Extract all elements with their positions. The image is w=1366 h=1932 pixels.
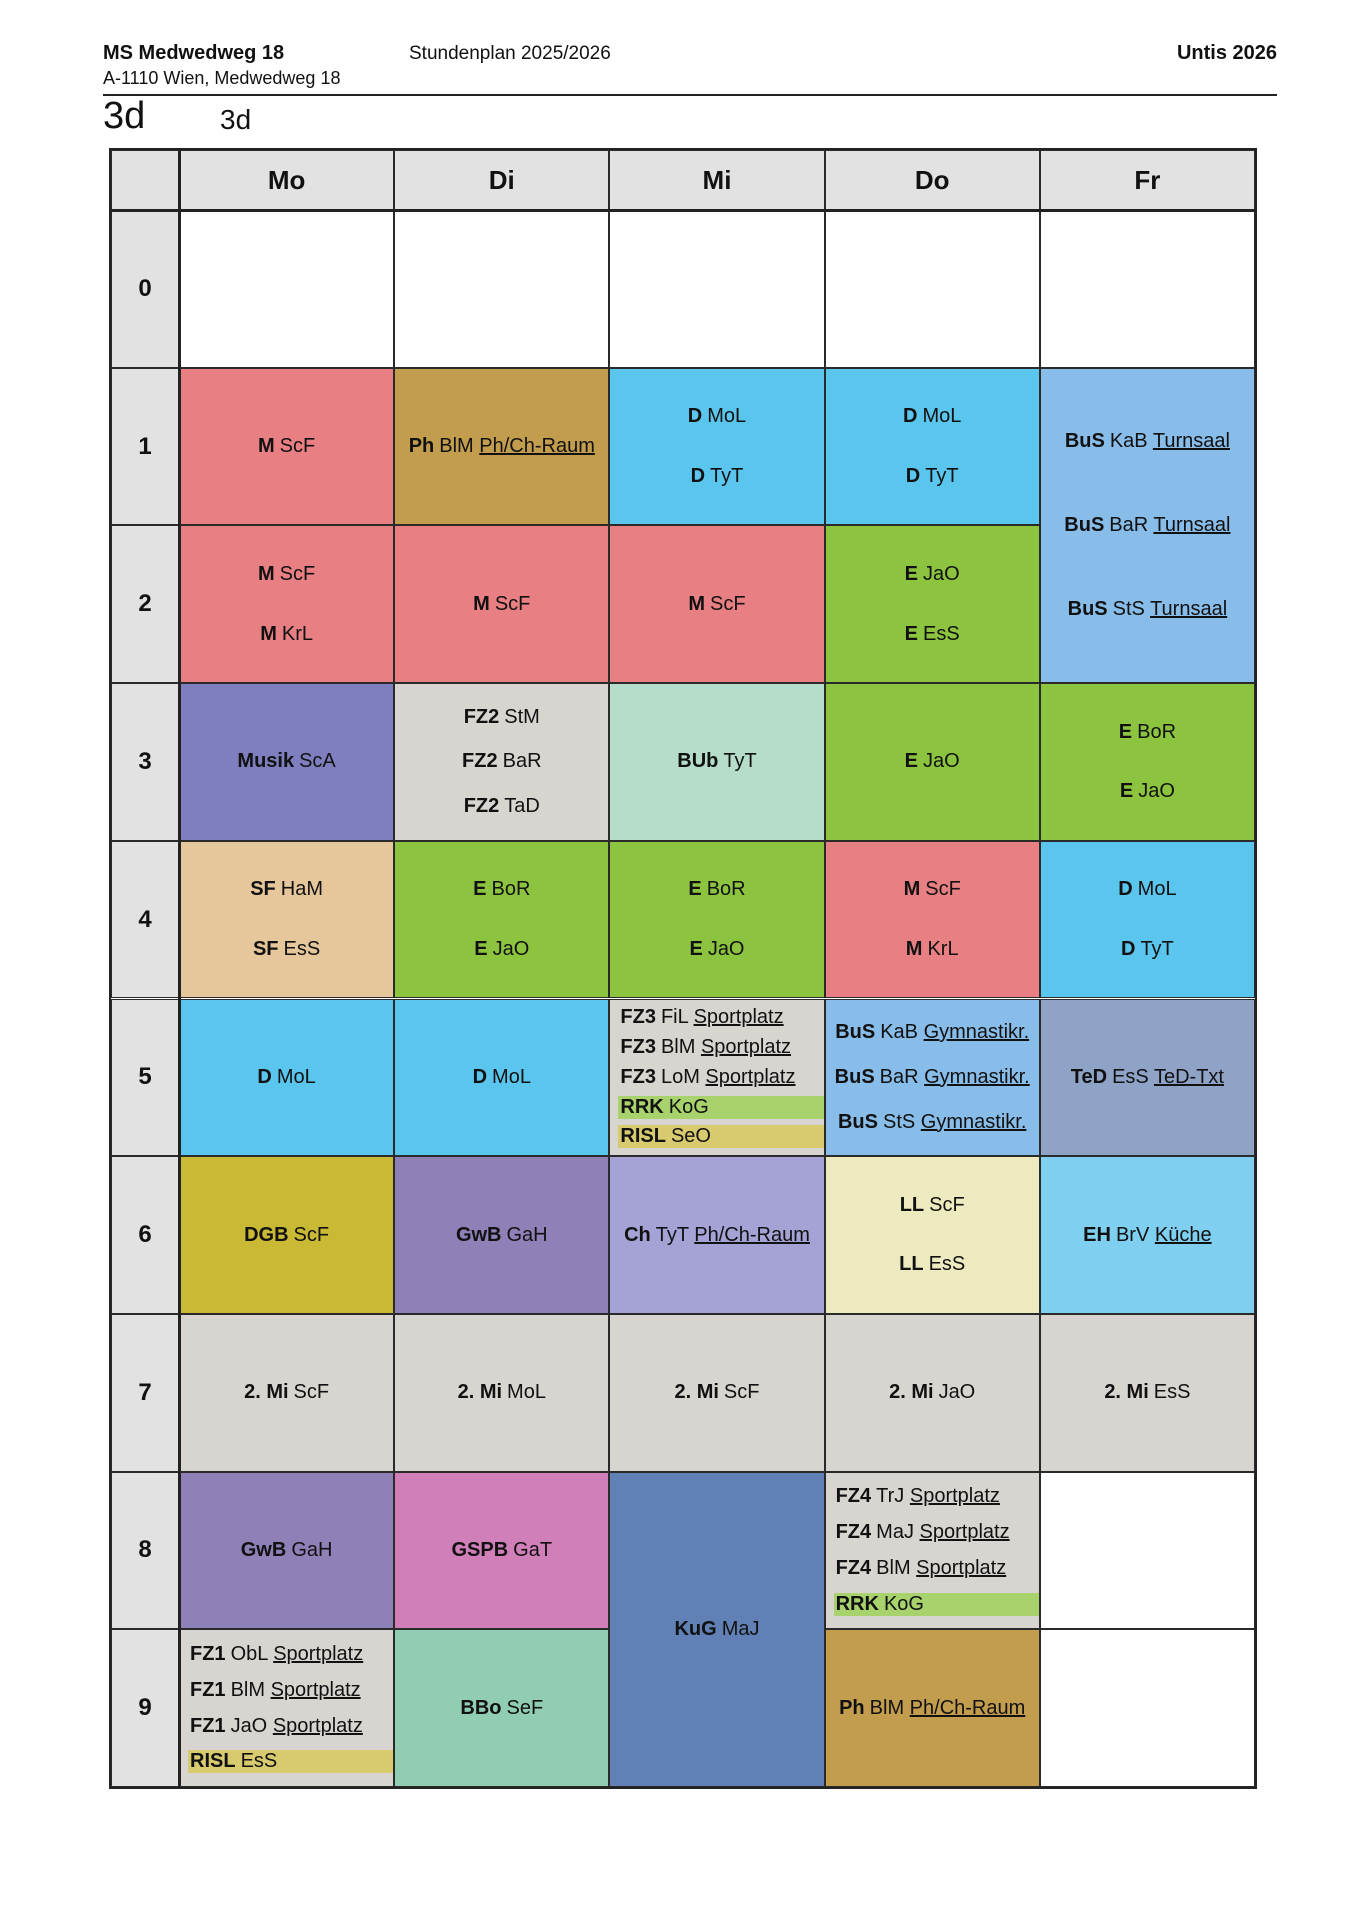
subject-code: D — [1118, 878, 1133, 901]
subject-code: 2. Mi — [1104, 1381, 1149, 1404]
room-link[interactable]: Sportplatz — [700, 1036, 792, 1059]
subject-code: E — [473, 878, 487, 901]
period-label: 4 — [111, 841, 179, 999]
lesson-cell[interactable] — [179, 1629, 394, 1787]
subject-code: TeD — [1070, 1065, 1108, 1088]
subject-code: M — [903, 878, 921, 901]
teacher-code: BaR — [879, 1065, 919, 1088]
room-link[interactable]: Ph/Ch-Raum — [694, 1223, 810, 1246]
room-link[interactable]: Gymnastikr. — [924, 1065, 1030, 1088]
subject-code: E — [688, 878, 702, 901]
lesson-line — [460, 750, 543, 773]
lesson-line — [1062, 514, 1232, 537]
lesson-cell[interactable] — [179, 1472, 394, 1630]
school-name: MS Medwedweg 18 — [103, 42, 285, 64]
subject-code: 2. Mi — [457, 1381, 503, 1404]
teacher-code: MoL — [1137, 878, 1177, 901]
lesson-line — [242, 1381, 331, 1404]
lesson-line — [255, 1066, 317, 1089]
lesson-line — [834, 1557, 1009, 1580]
room-link[interactable]: Sportplatz — [693, 1006, 784, 1029]
lesson-cell[interactable] — [609, 368, 824, 526]
timetable-grid — [109, 148, 1257, 1789]
lesson-line — [1069, 1066, 1226, 1089]
lesson-line — [454, 1224, 550, 1247]
lesson-cell[interactable] — [825, 841, 1040, 999]
teacher-code: EsS — [240, 1750, 278, 1773]
lesson-line — [901, 405, 963, 428]
lesson-cell[interactable] — [394, 1472, 609, 1630]
period-label: 3 — [111, 683, 179, 841]
lesson-line — [1119, 938, 1176, 961]
empty-slot — [179, 210, 394, 368]
lesson-line — [833, 1066, 1032, 1089]
class-name-small: 3d — [220, 104, 252, 135]
lesson-line — [686, 593, 747, 616]
lesson-line — [618, 1096, 824, 1119]
teacher-code: SeF — [506, 1696, 544, 1719]
lesson-cell[interactable] — [825, 1156, 1040, 1314]
teacher-code: JaO — [707, 937, 745, 960]
teacher-code: JaO — [1138, 780, 1175, 803]
lesson-line — [834, 1521, 1012, 1544]
lesson-cell[interactable] — [609, 999, 824, 1157]
class-name-large: 3d — [103, 95, 146, 137]
subject-code: DGB — [244, 1223, 289, 1246]
teacher-code: KrL — [927, 937, 959, 960]
subject-code: FZ4 — [835, 1556, 872, 1579]
subject-code: SF — [252, 937, 279, 960]
lesson-line — [462, 706, 542, 729]
lesson-line — [618, 1036, 793, 1059]
teacher-code: TyT — [710, 464, 744, 487]
lesson-line — [256, 435, 317, 458]
subject-code: BuS — [837, 1110, 878, 1133]
subject-code: LL — [899, 1193, 925, 1216]
teacher-code: EsS — [283, 937, 321, 960]
subject-code: M — [260, 622, 277, 645]
lesson-line — [188, 1679, 363, 1702]
teacher-code: MoL — [922, 405, 962, 428]
subject-code: E — [904, 622, 919, 645]
lesson-cell[interactable] — [394, 368, 609, 526]
lesson-cell[interactable] — [179, 368, 394, 526]
lesson-cell[interactable] — [179, 525, 394, 683]
period-label: 5 — [111, 999, 179, 1157]
period-label: 0 — [111, 210, 179, 368]
room-link[interactable]: Turnsaal — [1152, 429, 1230, 452]
period-label: 9 — [111, 1629, 179, 1787]
day-header: Mi — [609, 150, 824, 210]
school-address: A-1110 Wien, Medwedweg 18 — [103, 68, 341, 88]
lesson-line — [834, 1593, 1040, 1616]
empty-slot — [1040, 210, 1255, 368]
teacher-code: BaR — [1109, 513, 1149, 536]
subject-code: BuS — [1067, 597, 1108, 620]
teacher-code: ScF — [279, 435, 316, 458]
empty-slot — [394, 210, 609, 368]
lesson-line — [618, 1066, 797, 1089]
teacher-code: JaO — [492, 937, 530, 960]
subject-code: FZ2 — [463, 795, 500, 818]
lesson-line — [904, 465, 961, 488]
lesson-line — [462, 795, 542, 818]
teacher-code: StS — [1112, 597, 1145, 620]
teacher-code: TyT — [925, 464, 959, 487]
subject-code: Ph — [839, 1696, 865, 1719]
lesson-cell[interactable] — [1040, 1156, 1255, 1314]
lesson-line — [672, 1381, 761, 1404]
teacher-code: KaB — [880, 1021, 919, 1044]
subject-code: FZ1 — [190, 1643, 226, 1666]
software-label: Untis 2026 — [1176, 42, 1277, 64]
room-link[interactable]: Turnsaal — [1153, 513, 1231, 536]
lesson-line — [686, 405, 748, 428]
subject-code: D — [690, 464, 706, 487]
teacher-code: ScF — [710, 592, 746, 615]
lesson-line — [188, 1715, 365, 1738]
subject-code: M — [257, 435, 275, 458]
subject-code: GwB — [455, 1223, 502, 1246]
day-header: Di — [394, 150, 609, 210]
lesson-line — [472, 938, 531, 961]
teacher-code: MaJ — [721, 1617, 760, 1640]
empty-slot — [1040, 1629, 1255, 1787]
room-link[interactable]: Sportplatz — [273, 1643, 364, 1666]
subject-code: RISL — [190, 1750, 236, 1773]
subject-code: E — [474, 937, 488, 960]
lesson-cell[interactable] — [394, 841, 609, 999]
lesson-line — [239, 1539, 335, 1562]
subject-code: 2. Mi — [889, 1381, 934, 1404]
teacher-code: TyT — [655, 1223, 689, 1246]
subject-code: FZ1 — [190, 1678, 226, 1701]
subject-code: Musik — [237, 750, 295, 773]
lesson-line — [251, 938, 322, 961]
teacher-code: EsS — [923, 622, 960, 645]
lesson-cell[interactable] — [179, 999, 394, 1157]
lesson-line — [1063, 430, 1232, 453]
room-link[interactable]: Küche — [1154, 1223, 1212, 1246]
subject-code: FZ2 — [463, 705, 500, 728]
teacher-code: JaO — [923, 562, 960, 585]
teacher-code: HaM — [280, 878, 323, 901]
room-link[interactable]: Gymnastikr. — [920, 1110, 1027, 1133]
empty-slot — [1040, 1472, 1255, 1630]
lesson-cell[interactable] — [609, 841, 824, 999]
teacher-code: BrV — [1115, 1223, 1150, 1246]
lesson-line — [458, 1697, 545, 1720]
lesson-line — [887, 1381, 977, 1404]
teacher-code: BlM — [869, 1696, 905, 1719]
lesson-cell[interactable] — [825, 1472, 1040, 1630]
lesson-line — [618, 1125, 824, 1148]
subject-code: M — [905, 937, 923, 960]
teacher-code: MoL — [492, 1065, 531, 1088]
subject-code: M — [688, 592, 706, 615]
subject-code: D — [472, 1065, 488, 1088]
grid-corner — [111, 150, 179, 210]
lesson-cell[interactable] — [179, 841, 394, 999]
teacher-code: GaH — [291, 1538, 333, 1561]
subject-code: LL — [899, 1253, 924, 1276]
subject-code: D — [687, 405, 703, 428]
teacher-code: MaJ — [876, 1521, 914, 1544]
teacher-code: JaO — [938, 1381, 976, 1404]
subject-code: D — [257, 1065, 272, 1088]
lesson-cell[interactable] — [394, 1314, 609, 1472]
lesson-line — [449, 1539, 554, 1562]
header-bar — [103, 42, 1277, 96]
lesson-cell[interactable] — [609, 525, 824, 683]
teacher-code: TyT — [723, 750, 757, 773]
lesson-line — [686, 878, 747, 901]
period-label: 2 — [111, 525, 179, 683]
lesson-cell[interactable] — [179, 1314, 394, 1472]
lesson-line — [471, 1066, 533, 1089]
day-header: Do — [825, 150, 1040, 210]
lesson-cell[interactable] — [1040, 368, 1255, 683]
subject-code: 2. Mi — [244, 1381, 289, 1404]
subject-code: FZ4 — [835, 1485, 872, 1508]
subject-code: KuG — [674, 1617, 717, 1640]
lesson-cell[interactable] — [394, 1156, 609, 1314]
subject-code: EH — [1083, 1223, 1111, 1246]
teacher-code: ScF — [723, 1381, 760, 1404]
lesson-line — [897, 1253, 967, 1276]
teacher-code: ScF — [293, 1381, 330, 1404]
teacher-code: TyT — [1140, 937, 1174, 960]
teacher-code: ScF — [279, 562, 316, 585]
lesson-line — [188, 1643, 365, 1666]
teacher-code: KaB — [1109, 429, 1148, 452]
lesson-cell[interactable] — [394, 999, 609, 1157]
subject-code: RRK — [620, 1095, 664, 1118]
subject-code: BUb — [677, 750, 719, 773]
label-column-divider — [178, 150, 181, 1787]
teacher-code: TaD — [504, 795, 540, 818]
room-link[interactable]: Sportplatz — [919, 1521, 1010, 1544]
lesson-line — [1117, 721, 1178, 744]
subject-code: E — [904, 562, 919, 585]
room-link[interactable]: Sportplatz — [705, 1065, 796, 1088]
teacher-code: GaH — [506, 1223, 548, 1246]
period-label: 7 — [111, 1314, 179, 1472]
lesson-cell[interactable] — [609, 1156, 824, 1314]
teacher-code: ObL — [230, 1643, 268, 1666]
teacher-code: EsS — [928, 1253, 966, 1276]
teacher-code: ScA — [299, 750, 336, 773]
subject-code: 2. Mi — [674, 1381, 719, 1404]
subject-code: M — [257, 562, 275, 585]
subject-code: FZ4 — [835, 1521, 872, 1544]
lesson-line — [188, 1750, 394, 1773]
lesson-cell[interactable] — [825, 525, 1040, 683]
teacher-code: BlM — [660, 1036, 696, 1059]
lesson-cell[interactable] — [825, 1629, 1040, 1787]
lesson-line — [898, 1194, 967, 1217]
subject-code: FZ2 — [462, 750, 498, 773]
lesson-cell[interactable] — [1040, 841, 1255, 999]
teacher-code: ScF — [925, 878, 961, 901]
subject-code: BuS — [1064, 513, 1105, 536]
room-link[interactable]: Sportplatz — [909, 1485, 1000, 1508]
lesson-cell[interactable] — [1040, 683, 1255, 841]
teacher-code: BlM — [439, 435, 474, 458]
subject-code: GwB — [240, 1538, 287, 1561]
lesson-cell[interactable] — [394, 1629, 609, 1787]
room-link[interactable]: Sportplatz — [272, 1714, 363, 1737]
teacher-code: StM — [504, 705, 540, 728]
subject-code: Ch — [624, 1223, 651, 1246]
subject-code: FZ3 — [620, 1036, 656, 1059]
room-link[interactable]: Turnsaal — [1150, 597, 1228, 620]
subject-code: GSPB — [451, 1538, 509, 1561]
lesson-line — [407, 435, 597, 458]
teacher-code: SeO — [670, 1125, 711, 1148]
teacher-code: ScF — [494, 592, 531, 615]
lesson-line — [248, 878, 325, 901]
teacher-code: BlM — [230, 1678, 266, 1701]
teacher-code: BoR — [1137, 720, 1177, 743]
subject-code: E — [904, 750, 919, 773]
lesson-line — [689, 465, 746, 488]
teacher-code: BlM — [876, 1556, 911, 1579]
lesson-line — [618, 1006, 785, 1029]
lesson-line — [256, 563, 317, 586]
empty-slot — [609, 210, 824, 368]
lesson-line — [672, 1618, 761, 1641]
lesson-line — [1102, 1381, 1192, 1404]
room-link[interactable]: Sportplatz — [270, 1678, 361, 1701]
lesson-line — [834, 1485, 1002, 1508]
subject-code: D — [903, 405, 918, 428]
lesson-cell[interactable] — [609, 1314, 824, 1472]
period-label: 1 — [111, 368, 179, 526]
teacher-code: ScF — [293, 1223, 330, 1246]
empty-slot — [825, 210, 1040, 368]
teacher-code: JaO — [230, 1714, 268, 1737]
teacher-code: BoR — [706, 878, 746, 901]
subject-code: E — [689, 937, 703, 960]
subject-code: BuS — [834, 1065, 875, 1088]
lesson-cell[interactable] — [825, 368, 1040, 526]
teacher-code: StS — [882, 1110, 916, 1133]
lesson-line — [903, 623, 962, 646]
teacher-code: TrJ — [876, 1485, 905, 1508]
teacher-code: EsS — [1153, 1381, 1191, 1404]
subject-code: BuS — [1064, 429, 1105, 452]
teacher-code: KoG — [668, 1095, 709, 1118]
subject-code: RISL — [620, 1125, 666, 1148]
lesson-cell[interactable] — [825, 1314, 1040, 1472]
lesson-line — [471, 878, 532, 901]
lesson-line — [833, 1021, 1031, 1044]
subject-code: E — [1119, 780, 1134, 803]
subject-code: FZ3 — [620, 1006, 656, 1029]
lesson-line — [258, 623, 315, 646]
lesson-cell[interactable] — [1040, 1314, 1255, 1472]
teacher-code: BoR — [491, 878, 531, 901]
teacher-code: BaR — [502, 750, 542, 773]
subject-code: SF — [250, 878, 276, 901]
subject-code: BBo — [460, 1696, 502, 1719]
header-row-divider — [111, 209, 1255, 212]
lesson-cell[interactable] — [394, 525, 609, 683]
lesson-cell[interactable] — [179, 683, 394, 841]
lesson-line — [1116, 878, 1178, 901]
lesson-line — [903, 563, 962, 586]
period-label: 8 — [111, 1472, 179, 1630]
lesson-cell[interactable] — [1040, 999, 1255, 1157]
lesson-line — [242, 1224, 331, 1247]
room-link[interactable]: Sportplatz — [916, 1556, 1007, 1579]
teacher-code: MoL — [276, 1065, 316, 1088]
lesson-line — [836, 1111, 1028, 1134]
subject-code: D — [1120, 937, 1136, 960]
subject-code: FZ1 — [190, 1714, 226, 1737]
lesson-cell[interactable] — [825, 683, 1040, 841]
teacher-code: KrL — [281, 622, 313, 645]
lesson-line — [687, 938, 746, 961]
lesson-line — [904, 938, 961, 961]
day-header: Fr — [1040, 150, 1255, 210]
subject-code: BuS — [835, 1021, 876, 1044]
day-header: Mo — [179, 150, 394, 210]
period-label: 6 — [111, 1156, 179, 1314]
subject-code: FZ3 — [620, 1065, 656, 1088]
lesson-line — [837, 1697, 1027, 1720]
subject-code: M — [473, 592, 490, 615]
room-link[interactable]: Ph/Ch-Raum — [479, 435, 595, 458]
lesson-cell[interactable] — [825, 999, 1040, 1157]
teacher-code: ScF — [929, 1193, 965, 1216]
teacher-code: KoG — [883, 1592, 924, 1615]
lesson-line — [1118, 780, 1177, 803]
lesson-line — [235, 750, 337, 773]
lesson-line — [903, 750, 962, 773]
lesson-line — [1066, 598, 1230, 621]
teacher-code: LoM — [660, 1065, 700, 1088]
lesson-line — [902, 878, 963, 901]
teacher-code: FiL — [660, 1006, 688, 1029]
lesson-line — [456, 1381, 548, 1404]
lesson-line — [1081, 1224, 1213, 1247]
teacher-code: MoL — [507, 1381, 546, 1404]
plan-title: Stundenplan 2025/2026 — [409, 43, 611, 64]
room-link[interactable]: Gymnastikr. — [923, 1021, 1030, 1044]
room-link[interactable]: TeD-Txt — [1153, 1065, 1224, 1088]
lesson-line — [471, 593, 532, 616]
subject-code: E — [1118, 720, 1133, 743]
teacher-code: GaT — [513, 1538, 553, 1561]
lesson-line — [675, 750, 758, 773]
room-link[interactable]: Ph/Ch-Raum — [909, 1696, 1026, 1719]
lesson-line — [622, 1224, 812, 1247]
lesson-cell[interactable] — [609, 683, 824, 841]
lesson-cell[interactable] — [394, 683, 609, 841]
teacher-code: JaO — [923, 750, 960, 773]
subject-code: RRK — [835, 1592, 879, 1615]
subject-code: D — [905, 464, 921, 487]
lesson-cell[interactable] — [179, 1156, 394, 1314]
teacher-code: EsS — [1112, 1065, 1149, 1088]
subject-code: Ph — [408, 435, 435, 458]
teacher-code: MoL — [707, 405, 747, 428]
lesson-cell[interactable] — [609, 1472, 824, 1787]
